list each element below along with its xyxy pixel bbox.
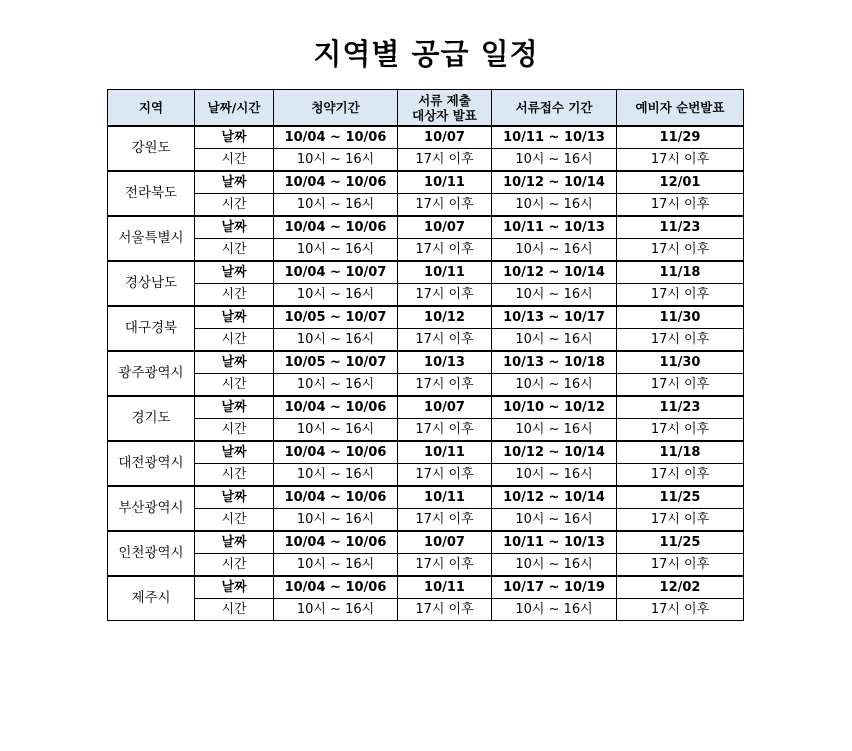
table-row: [108, 171, 744, 194]
doc-receipt-time-cell: 10시 ~ 16시: [492, 284, 617, 307]
reserve-announce-date-cell: 11/18: [617, 261, 744, 284]
doc-announce-time-cell: 17시 이후: [398, 194, 492, 217]
doc-announce-time-cell: 17시 이후: [398, 374, 492, 397]
region-cell: 서울특별시: [108, 216, 195, 261]
subscription-time-cell: 10시 ~ 16시: [274, 554, 398, 577]
date-label-cell: 날짜: [195, 351, 274, 374]
reserve-announce-date-cell: 11/23: [617, 396, 744, 419]
doc-announce-time-cell: 17시 이후: [398, 509, 492, 532]
reserve-announce-date-cell: 11/29: [617, 126, 744, 149]
reserve-announce-time-cell: 17시 이후: [617, 284, 744, 307]
doc-receipt-date-cell: 10/12 ~ 10/14: [492, 171, 617, 194]
doc-receipt-date-cell: 10/13 ~ 10/18: [492, 351, 617, 374]
doc-receipt-date-cell: 10/11 ~ 10/13: [492, 216, 617, 239]
doc-announce-date-cell: 10/07: [398, 531, 492, 554]
subscription-time-cell: 10시 ~ 16시: [274, 194, 398, 217]
time-label-cell: 시간: [195, 509, 274, 532]
date-label-cell: 날짜: [195, 576, 274, 599]
doc-receipt-time-cell: 10시 ~ 16시: [492, 239, 617, 262]
table-header: [108, 90, 744, 127]
date-label-cell: 날짜: [195, 171, 274, 194]
subscription-time-cell: 10시 ~ 16시: [274, 239, 398, 262]
reserve-announce-date-cell: 11/18: [617, 441, 744, 464]
doc-receipt-time-cell: 10시 ~ 16시: [492, 149, 617, 172]
header-reserve-announce: 예비자 순번발표: [617, 90, 744, 127]
table-row: [108, 396, 744, 419]
reserve-announce-time-cell: 17시 이후: [617, 329, 744, 352]
reserve-announce-time-cell: 17시 이후: [617, 509, 744, 532]
subscription-date-cell: 10/04 ~ 10/06: [274, 171, 398, 194]
region-cell: 광주광역시: [108, 351, 195, 396]
date-label-cell: 날짜: [195, 261, 274, 284]
doc-receipt-date-cell: 10/12 ~ 10/14: [492, 441, 617, 464]
reserve-announce-date-cell: 11/25: [617, 531, 744, 554]
table-row: [108, 464, 744, 487]
region-cell: 부산광역시: [108, 486, 195, 531]
header-row: [108, 90, 744, 127]
reserve-announce-date-cell: 11/25: [617, 486, 744, 509]
time-label-cell: 시간: [195, 599, 274, 621]
date-label-cell: 날짜: [195, 441, 274, 464]
doc-announce-date-cell: 10/11: [398, 576, 492, 599]
time-label-cell: 시간: [195, 374, 274, 397]
subscription-date-cell: 10/04 ~ 10/06: [274, 126, 398, 149]
doc-receipt-date-cell: 10/11 ~ 10/13: [492, 126, 617, 149]
table-row: [108, 531, 744, 554]
region-cell: 제주시: [108, 576, 195, 621]
subscription-time-cell: 10시 ~ 16시: [274, 599, 398, 621]
region-cell: 경기도: [108, 396, 195, 441]
table-row: [108, 576, 744, 599]
doc-announce-time-cell: 17시 이후: [398, 329, 492, 352]
reserve-announce-time-cell: 17시 이후: [617, 464, 744, 487]
table-row: [108, 554, 744, 577]
doc-receipt-date-cell: 10/12 ~ 10/14: [492, 486, 617, 509]
time-label-cell: 시간: [195, 284, 274, 307]
table-row: [108, 306, 744, 329]
subscription-date-cell: 10/05 ~ 10/07: [274, 306, 398, 329]
subscription-time-cell: 10시 ~ 16시: [274, 509, 398, 532]
region-cell: 대전광역시: [108, 441, 195, 486]
time-label-cell: 시간: [195, 239, 274, 262]
date-label-cell: 날짜: [195, 306, 274, 329]
doc-announce-date-cell: 10/11: [398, 486, 492, 509]
header-region: 지역: [108, 90, 195, 127]
time-label-cell: 시간: [195, 464, 274, 487]
table-row: [108, 239, 744, 262]
table-row: [108, 419, 744, 442]
time-label-cell: 시간: [195, 554, 274, 577]
date-label-cell: 날짜: [195, 126, 274, 149]
supply-schedule-table: [107, 89, 744, 621]
table-row: [108, 194, 744, 217]
header-date-time: 날짜/시간: [195, 90, 274, 127]
doc-announce-date-cell: 10/07: [398, 126, 492, 149]
time-label-cell: 시간: [195, 329, 274, 352]
subscription-date-cell: 10/04 ~ 10/06: [274, 441, 398, 464]
header-doc-announce-line2: 대상자 발표: [412, 107, 477, 123]
table-row: [108, 149, 744, 172]
date-label-cell: 날짜: [195, 396, 274, 419]
table-row: [108, 284, 744, 307]
subscription-date-cell: 10/04 ~ 10/06: [274, 531, 398, 554]
table-row: [108, 486, 744, 509]
subscription-time-cell: 10시 ~ 16시: [274, 329, 398, 352]
header-doc-announce-line1: 서류 제출: [418, 92, 471, 108]
header-doc-announce: [398, 90, 492, 127]
doc-receipt-time-cell: 10시 ~ 16시: [492, 509, 617, 532]
time-label-cell: 시간: [195, 194, 274, 217]
subscription-time-cell: 10시 ~ 16시: [274, 464, 398, 487]
page-title: 지역별 공급 일정: [313, 37, 539, 71]
reserve-announce-date-cell: 11/30: [617, 351, 744, 374]
doc-announce-time-cell: 17시 이후: [398, 149, 492, 172]
region-cell: 경상남도: [108, 261, 195, 306]
region-cell: 강원도: [108, 126, 195, 171]
table-row: [108, 329, 744, 352]
doc-announce-date-cell: 10/11: [398, 171, 492, 194]
reserve-announce-time-cell: 17시 이후: [617, 554, 744, 577]
doc-announce-date-cell: 10/07: [398, 396, 492, 419]
doc-announce-date-cell: 10/07: [398, 216, 492, 239]
reserve-announce-date-cell: 11/30: [617, 306, 744, 329]
doc-receipt-date-cell: 10/13 ~ 10/17: [492, 306, 617, 329]
subscription-date-cell: 10/05 ~ 10/07: [274, 351, 398, 374]
doc-receipt-date-cell: 10/11 ~ 10/13: [492, 531, 617, 554]
date-label-cell: 날짜: [195, 486, 274, 509]
doc-announce-time-cell: 17시 이후: [398, 239, 492, 262]
subscription-date-cell: 10/04 ~ 10/06: [274, 486, 398, 509]
subscription-date-cell: 10/04 ~ 10/06: [274, 576, 398, 599]
doc-announce-time-cell: 17시 이후: [398, 599, 492, 621]
doc-receipt-time-cell: 10시 ~ 16시: [492, 374, 617, 397]
reserve-announce-time-cell: 17시 이후: [617, 149, 744, 172]
doc-announce-date-cell: 10/11: [398, 441, 492, 464]
reserve-announce-time-cell: 17시 이후: [617, 419, 744, 442]
reserve-announce-date-cell: 12/02: [617, 576, 744, 599]
doc-receipt-date-cell: 10/12 ~ 10/14: [492, 261, 617, 284]
reserve-announce-time-cell: 17시 이후: [617, 194, 744, 217]
doc-receipt-time-cell: 10시 ~ 16시: [492, 329, 617, 352]
header-subscription-period: 청약기간: [274, 90, 398, 127]
doc-announce-time-cell: 17시 이후: [398, 554, 492, 577]
doc-receipt-time-cell: 10시 ~ 16시: [492, 464, 617, 487]
reserve-announce-date-cell: 12/01: [617, 171, 744, 194]
doc-receipt-date-cell: 10/10 ~ 10/12: [492, 396, 617, 419]
region-cell: 인천광역시: [108, 531, 195, 576]
time-label-cell: 시간: [195, 149, 274, 172]
table-row: [108, 126, 744, 149]
doc-receipt-time-cell: 10시 ~ 16시: [492, 419, 617, 442]
subscription-time-cell: 10시 ~ 16시: [274, 149, 398, 172]
doc-receipt-time-cell: 10시 ~ 16시: [492, 194, 617, 217]
time-label-cell: 시간: [195, 419, 274, 442]
reserve-announce-time-cell: 17시 이후: [617, 374, 744, 397]
doc-receipt-time-cell: 10시 ~ 16시: [492, 599, 617, 621]
date-label-cell: 날짜: [195, 216, 274, 239]
doc-announce-time-cell: 17시 이후: [398, 284, 492, 307]
table-row: [108, 509, 744, 532]
table-row: [108, 216, 744, 239]
doc-receipt-date-cell: 10/17 ~ 10/19: [492, 576, 617, 599]
doc-receipt-time-cell: 10시 ~ 16시: [492, 554, 617, 577]
date-label-cell: 날짜: [195, 531, 274, 554]
reserve-announce-time-cell: 17시 이후: [617, 599, 744, 621]
doc-announce-time-cell: 17시 이후: [398, 419, 492, 442]
doc-announce-date-cell: 10/12: [398, 306, 492, 329]
table-row: [108, 261, 744, 284]
subscription-date-cell: 10/04 ~ 10/06: [274, 216, 398, 239]
subscription-date-cell: 10/04 ~ 10/07: [274, 261, 398, 284]
subscription-date-cell: 10/04 ~ 10/06: [274, 396, 398, 419]
doc-announce-date-cell: 10/11: [398, 261, 492, 284]
region-cell: 대구경북: [108, 306, 195, 351]
table-body: [108, 126, 744, 621]
table-row: [108, 441, 744, 464]
subscription-time-cell: 10시 ~ 16시: [274, 374, 398, 397]
reserve-announce-date-cell: 11/23: [617, 216, 744, 239]
region-cell: 전라북도: [108, 171, 195, 216]
doc-announce-time-cell: 17시 이후: [398, 464, 492, 487]
reserve-announce-time-cell: 17시 이후: [617, 239, 744, 262]
subscription-time-cell: 10시 ~ 16시: [274, 419, 398, 442]
table-row: [108, 374, 744, 397]
table-row: [108, 351, 744, 374]
subscription-time-cell: 10시 ~ 16시: [274, 284, 398, 307]
doc-announce-date-cell: 10/13: [398, 351, 492, 374]
header-doc-receipt-period: 서류접수 기간: [492, 90, 617, 127]
table-row: [108, 599, 744, 621]
